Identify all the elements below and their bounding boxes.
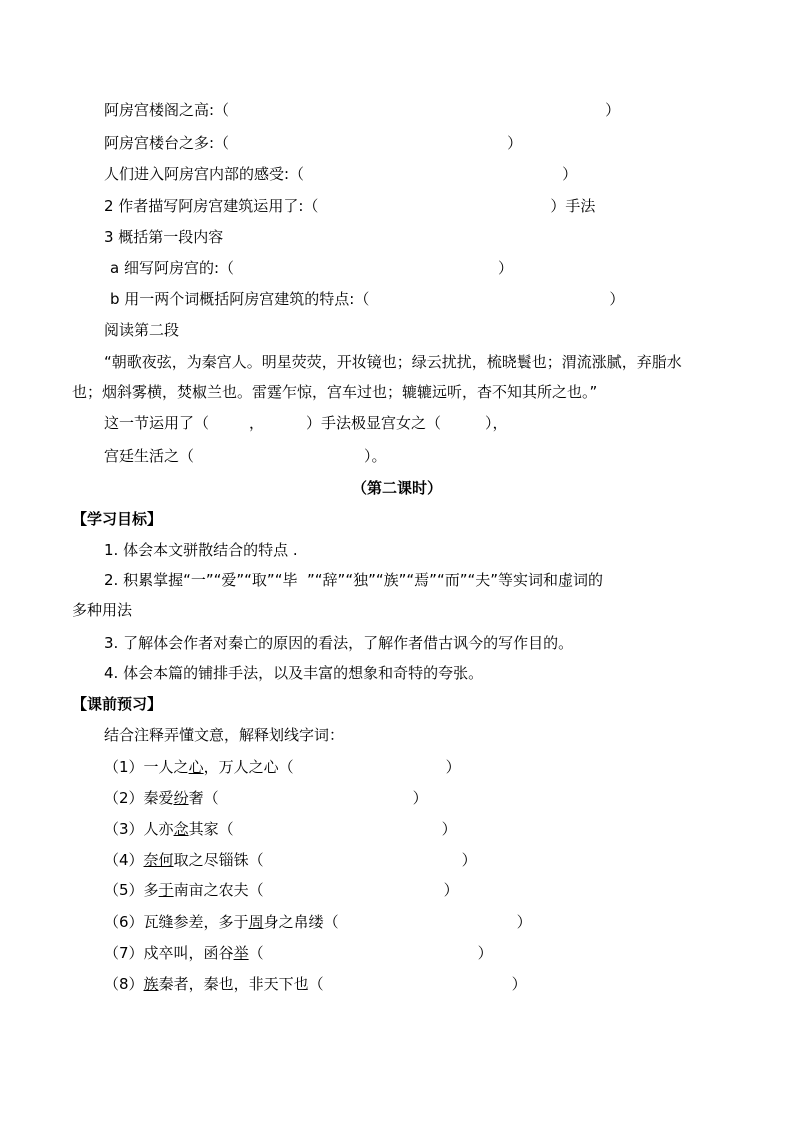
- list-item: [104, 819, 457, 839]
- goals-header: 【学习目标】: [72, 510, 163, 528]
- bracket-close: ）: [461, 851, 477, 869]
- question-height: [104, 100, 620, 120]
- item-text: 多: [143, 881, 159, 899]
- underlined-word: 心: [188, 758, 204, 776]
- list-item: [104, 850, 477, 870]
- list-item: [104, 943, 493, 963]
- bracket-close: ）: [507, 134, 523, 152]
- goal-item: 2. 积累掌握“一”“爱”“取”“毕 ”“辞”“独”“族”“焉”“而”“夫”等实词和虚词的: [104, 571, 604, 589]
- bracket-close: ）手法: [550, 197, 596, 215]
- question-label: 宫廷生活之（: [104, 447, 195, 465]
- item-text: 人亦: [143, 820, 174, 838]
- item-text: 其家（: [188, 820, 234, 838]
- question-label: 这一节运用了（: [104, 414, 210, 432]
- bracket-close: ）: [445, 758, 461, 776]
- underlined-word: 周: [248, 913, 264, 931]
- item-text: （: [248, 944, 264, 962]
- goal-item: 1. 体会本文骈散结合的特点 .: [104, 541, 298, 559]
- question-feel: [104, 164, 577, 184]
- item-text: 南亩之农夫（: [173, 881, 264, 899]
- bracket-close: ）。: [364, 447, 387, 465]
- bracket-close: ）: [412, 789, 428, 807]
- item-text: 秦爱: [143, 789, 174, 807]
- underlined-word: 举: [233, 944, 249, 962]
- item-number: （7）: [104, 944, 144, 962]
- goal-item: 3. 了解体会作者对秦亡的原因的看法，了解作者借古讽今的写作目的。: [104, 634, 574, 652]
- item-number: （1）: [104, 758, 144, 776]
- question-label: 2 作者描写阿房宫建筑运用了:（: [104, 197, 319, 215]
- bracket-close: ）: [511, 975, 527, 993]
- lesson-title: （第二课时）: [351, 479, 442, 497]
- bracket-close: ），: [485, 414, 508, 432]
- item-number: （6）: [104, 913, 144, 931]
- question-label: b 用一两个词概括阿房宫建筑的特点:（: [110, 290, 370, 308]
- item-text: 瓦缝参差，多于: [143, 913, 249, 931]
- bracket-close: ）: [609, 290, 625, 308]
- item-number: （8）: [104, 975, 144, 993]
- item-number: （2）: [104, 789, 144, 807]
- item-text: ，万人之心（: [203, 758, 294, 776]
- item-text: 取之尽锱铢（: [173, 851, 264, 869]
- underlined-word: 奈何: [143, 851, 174, 869]
- list-item: [104, 880, 459, 900]
- item-text: 奢（: [188, 789, 219, 807]
- item-text: 戍卒叫，函谷: [143, 944, 234, 962]
- preview-intro: 结合注释弄懂文意，解释划线字词：: [104, 726, 345, 744]
- underlined-word: 于: [158, 881, 174, 899]
- bracket-close: ）: [443, 881, 459, 899]
- question-b: [110, 289, 624, 309]
- item-text: 身之帛缕（: [263, 913, 339, 931]
- preview-header: 【课前预习】: [72, 695, 163, 713]
- list-item: [104, 912, 532, 932]
- bracket-close: ）: [441, 820, 457, 838]
- question-count: [104, 133, 522, 153]
- bracket-close: ）: [605, 101, 621, 119]
- underlined-word: 纷: [173, 789, 189, 807]
- bracket-close: ）: [498, 259, 514, 277]
- item-text: 秦者，秦也，非天下也（: [158, 975, 324, 993]
- comma: ，: [249, 414, 265, 432]
- goal-item: 4. 体会本篇的铺排手法，以及丰富的想象和奇特的夸张。: [104, 664, 484, 682]
- question-technique: [104, 196, 595, 216]
- question-label: a 细写阿房宫的:（: [110, 259, 235, 277]
- item-number: （5）: [104, 881, 144, 899]
- quote-line-2: 也；烟斜雾横，焚椒兰也。雷霆乍惊，宫车过也；辘辘远听，杳不知其所之也。”: [72, 383, 598, 401]
- quote-line-1: “朝歌夜弦，为秦宫人。明星荧荧，开妆镜也；绿云扰扰，梳晓鬟也；渭流涨腻，弃脂水: [104, 353, 682, 371]
- item-number: （3）: [104, 820, 144, 838]
- question-label: 阿房宫楼台之多:（: [104, 134, 230, 152]
- goal-item-continued: 多种用法: [72, 601, 133, 619]
- question-node: [104, 413, 508, 433]
- underlined-word: 族: [143, 975, 159, 993]
- question-summary: 3 概括第一段内容: [104, 228, 224, 246]
- list-item: [104, 788, 428, 808]
- read-second-paragraph: 阅读第二段: [104, 321, 180, 339]
- underlined-word: 念: [173, 820, 189, 838]
- list-item: [104, 974, 527, 994]
- item-number: （4）: [104, 851, 144, 869]
- bracket-close: ）: [562, 165, 578, 183]
- bracket-close: ）: [477, 944, 493, 962]
- bracket-close: ）: [516, 913, 532, 931]
- item-text: 一人之: [143, 758, 189, 776]
- question-label: 人们进入阿房宫内部的感受:（: [104, 165, 305, 183]
- question-a: [110, 258, 513, 278]
- question-label: 阿房宫楼阁之高:（: [104, 101, 230, 119]
- question-label-2: ）手法极显宫女之（: [306, 414, 442, 432]
- list-item: [104, 757, 461, 777]
- question-life: [104, 446, 387, 466]
